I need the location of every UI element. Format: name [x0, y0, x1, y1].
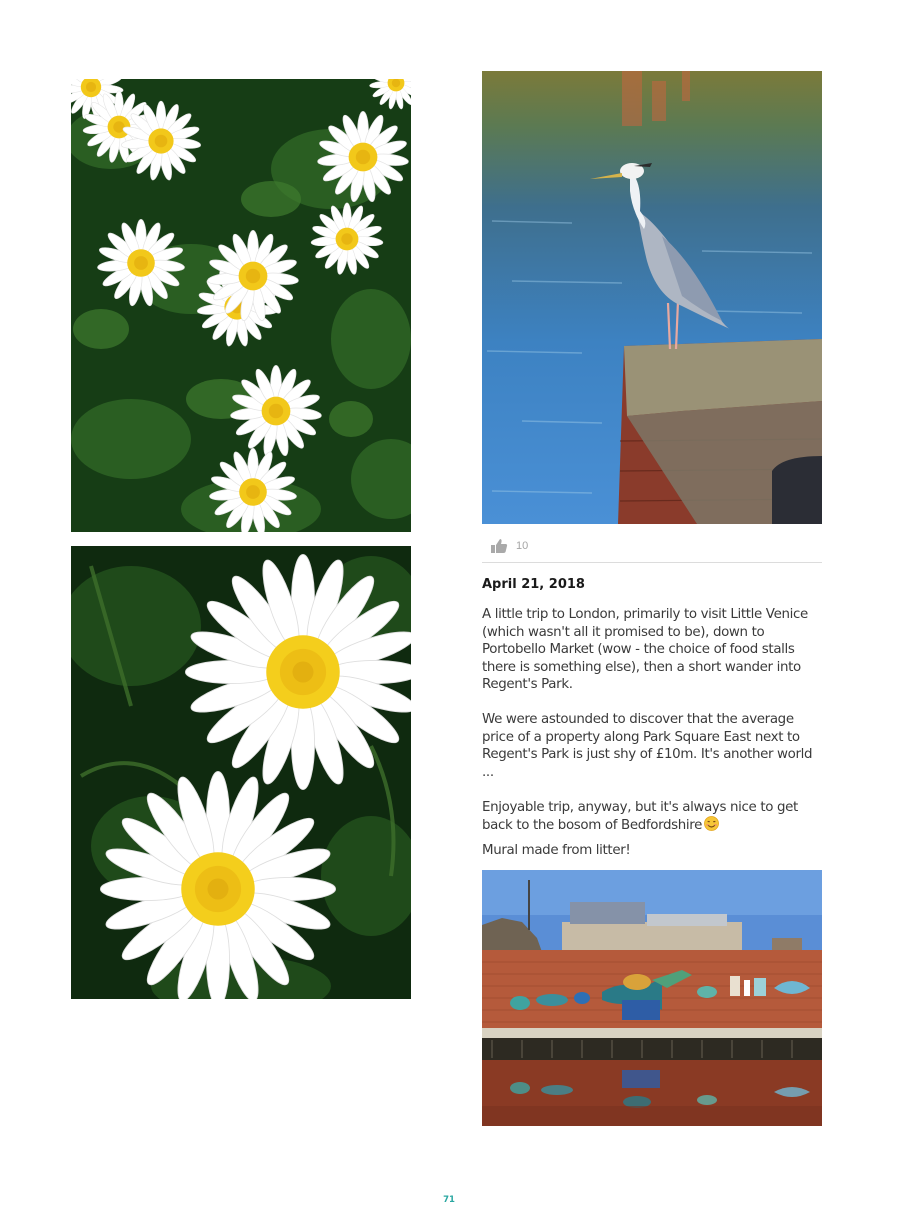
smiling-face-emoji [704, 816, 719, 831]
page-number: 71 [443, 1195, 455, 1205]
post-paragraph: Enjoyable trip, anyway, but it's always nice to get back to the bosom of Bedfordshire [482, 799, 798, 833]
post-paragraph: A little trip to London, primarily to visit Little Venice (which wasn't all it promised to be), down to Portobello Market (wow - the choice of food stalls there is something else), then a short wander into Regent's Park. [482, 607, 808, 692]
post-date: April 21, 2018 [482, 577, 585, 592]
litter-mural-photo [482, 870, 822, 1126]
daisies-photo [71, 79, 411, 532]
daisy-closeup-photo [71, 546, 411, 999]
thumbs-up-icon [490, 538, 508, 554]
post-body [482, 606, 827, 866]
heron-photo [482, 71, 822, 524]
post-paragraph-with-emoji [482, 799, 827, 835]
photo-caption: Mural made from litter! [482, 842, 631, 858]
like-button[interactable] [490, 537, 528, 555]
divider [482, 562, 822, 563]
like-count: 10 [516, 540, 529, 552]
post-paragraph: We were astounded to discover that the average price of a property along Park Square East next to Regent's Park is just shy of £10m. It's another world ... [482, 712, 813, 780]
